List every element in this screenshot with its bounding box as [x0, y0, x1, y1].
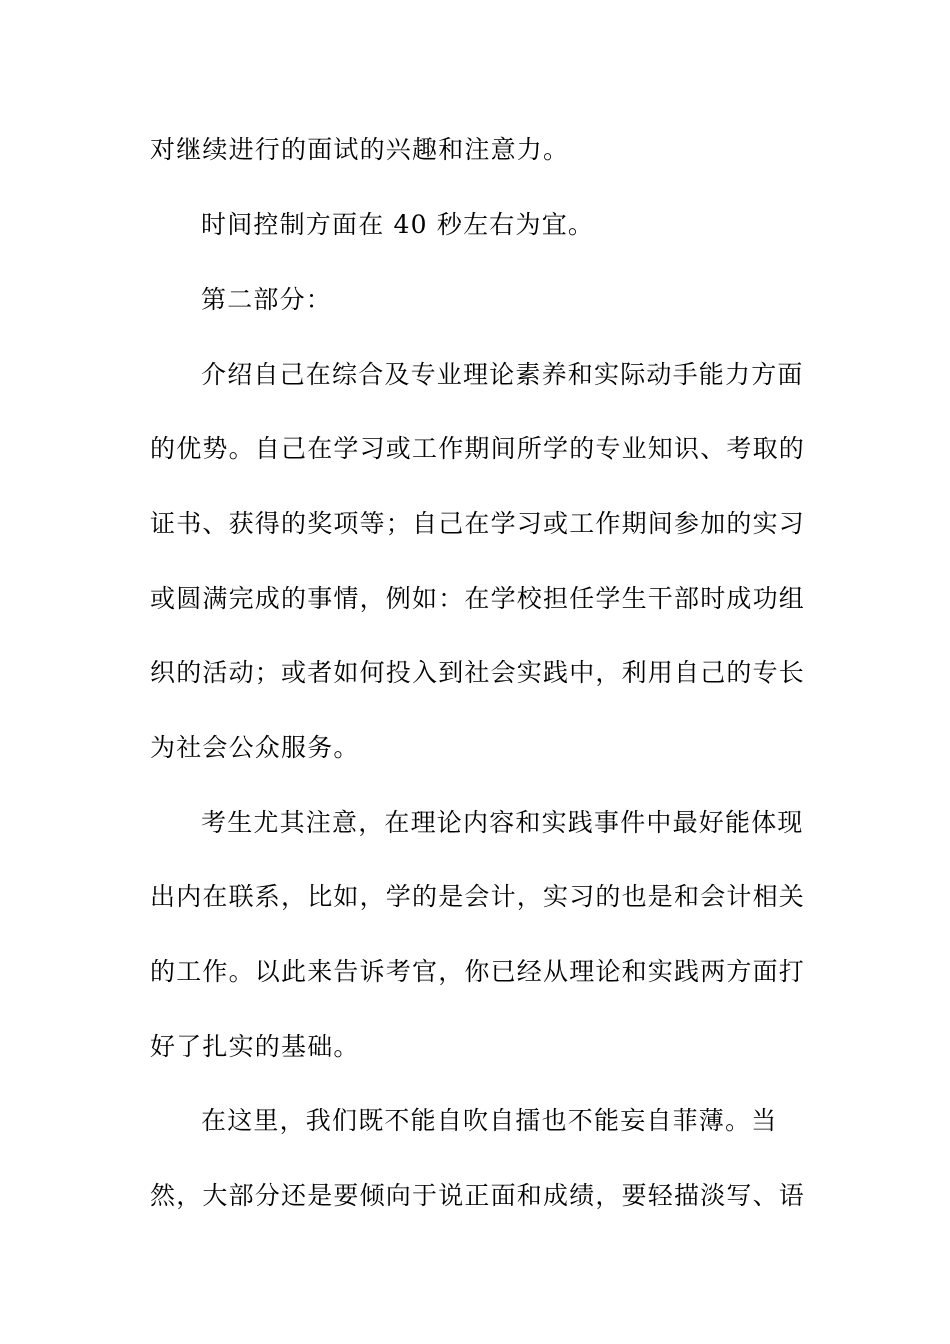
text-line: 出内在联系，比如，学的是会计，实习的也是和会计相关	[150, 882, 806, 911]
section-heading: 第二部分：	[201, 285, 333, 314]
text-line: 时间控制方面在 40 秒左右为宜。	[201, 210, 595, 239]
text-line: 介绍自己在综合及专业理论素养和实际动手能力方面	[201, 360, 804, 389]
text-line: 在这里，我们既不能自吹自擂也不能妄自菲薄。当	[201, 1106, 778, 1135]
text-line: 的优势。自己在学习或工作期间所学的专业知识、考取的	[150, 434, 806, 463]
text-line: 或圆满完成的事情，例如：在学校担任学生干部时成功组	[150, 584, 806, 613]
text-line: 对继续进行的面试的兴趣和注意力。	[150, 135, 570, 164]
text-line: 考生尤其注意，在理论内容和实践事件中最好能体现	[201, 808, 804, 837]
text-line: 为社会公众服务。	[150, 733, 360, 762]
text-line: 好了扎实的基础。	[150, 1032, 360, 1061]
text-line: 织的活动；或者如何投入到社会实践中，利用自己的专长	[150, 658, 806, 687]
text-line: 然，大部分还是要倾向于说正面和成绩，要轻描淡写、语	[150, 1181, 806, 1210]
text-line: 的工作。以此来告诉考官，你已经从理论和实践两方面打	[150, 957, 806, 986]
text-line: 证书、获得的奖项等；自己在学习或工作期间参加的实习	[150, 509, 806, 538]
